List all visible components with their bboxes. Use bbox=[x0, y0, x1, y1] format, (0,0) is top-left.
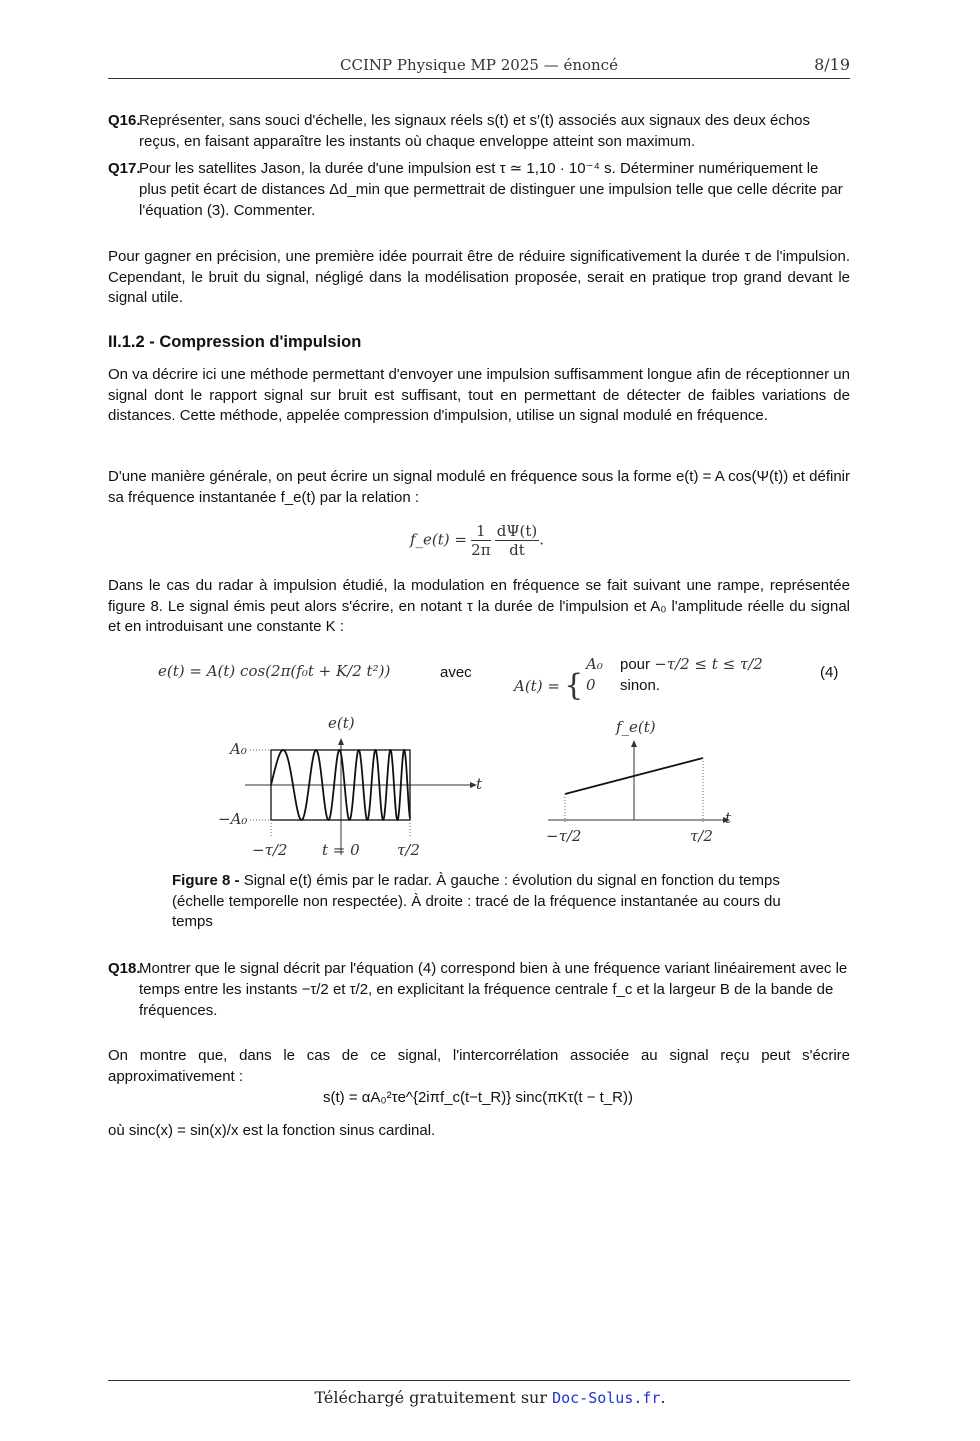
tick-label: t = 0 bbox=[322, 841, 360, 859]
footer-end: . bbox=[660, 1388, 666, 1407]
paragraph: où sinc(x) = sin(x)/x est la fonction sinus cardinal. bbox=[108, 1122, 436, 1139]
left-plot bbox=[218, 714, 483, 859]
equation-4-lhs bbox=[158, 662, 390, 680]
tick-label: −τ/2 bbox=[252, 841, 288, 859]
paragraph: Dans le cas du radar à impulsion étudié, la modulation en fréquence se fait suivant une rampe, représentée figure 8. Le signal émis peut alors s'écrire, en notant τ la durée de l'impulsion et A₀ l'amplitude réelle du signal et en introduisant une constante K : bbox=[108, 577, 850, 636]
right-xlabel: t bbox=[725, 809, 732, 827]
footer-rule bbox=[108, 1380, 850, 1381]
case-cond: sinon. bbox=[620, 677, 661, 694]
page-footer bbox=[0, 1388, 980, 1407]
eq-amplitude: A(t) = { bbox=[514, 668, 584, 703]
page-number: 8/19 bbox=[814, 55, 850, 74]
question-text: Représenter, sans souci d'échelle, les signaux réels s(t) et s′(t) associés aux signaux des deux échos reçus, en faisant apparaître les instants où chaque enveloppe atteint son maximum. bbox=[139, 112, 811, 150]
question-number: Q16. bbox=[108, 112, 141, 129]
footer-text: Téléchargé gratuitement sur bbox=[314, 1388, 547, 1407]
case-value: 0 bbox=[586, 676, 596, 694]
tick-label: τ/2 bbox=[397, 841, 420, 859]
eq-lhs: f_e(t) = bbox=[410, 530, 467, 549]
frac-den: 2π bbox=[471, 541, 491, 559]
left-xlabel: t bbox=[476, 775, 483, 793]
tick-label: τ/2 bbox=[690, 827, 713, 845]
question-number: Q17. bbox=[108, 160, 141, 177]
paragraph: D'une manière générale, on peut écrire un signal modulé en fréquence sous la forme e(t) = A cos(Ψ(t)) et définir sa fréquence instantanée f_e(t) par la relation : bbox=[108, 468, 850, 506]
right-ylabel: f_e(t) bbox=[616, 718, 656, 736]
footer-link[interactable]: Doc-Solus.fr bbox=[552, 1389, 661, 1407]
frac-num: 1 bbox=[471, 522, 490, 541]
page-header bbox=[108, 54, 850, 79]
paragraph: On va décrire ici une méthode permettant d'envoyer une impulsion suffisamment longue afin de réceptionner un signal dont le rapport signal sur bruit est suffisant, tout en permettant de détecter de faibles variations de distances. Cette méthode, appelée compression d'impulsion, utilise un signal modulé en fréquence. bbox=[108, 366, 850, 425]
eq-cases bbox=[586, 654, 763, 696]
caption-label: Figure 8 - bbox=[172, 872, 240, 889]
left-ylabel: e(t) bbox=[328, 714, 355, 732]
question-18 bbox=[108, 958, 850, 1021]
case-cond: pour bbox=[620, 656, 651, 673]
caption-text: Signal e(t) émis par le radar. À gauche : évolution du signal en fonction du temps (échelle temporelle non respectée). À droite : tracé de la fréquence instantanée au cours du temps bbox=[172, 872, 781, 931]
paragraph: On montre que, dans le cas de ce signal, l'intercorrélation associée au signal reçu peut s'écrire approximativement : bbox=[108, 1047, 850, 1085]
equation-number: (4) bbox=[820, 664, 839, 681]
figure-8 bbox=[0, 710, 980, 870]
frac-num: dΨ(t) bbox=[496, 522, 538, 540]
section-title: II.1.2 - Compression d'impulsion bbox=[108, 333, 362, 351]
question-text: Pour les satellites Jason, la durée d'une impulsion est τ ≃ 1,10 · 10⁻⁴ s. Déterminer numériquement le plus petit écart de distances Δd_min que permettrait de distinguer une impulsion telle que celle décrite par l'équation (3). Commenter. bbox=[139, 160, 843, 219]
equation-correlation: s(t) = αA₀²τe^{2iπf_c(t−t_R)} sinc(πKτ(t − t_R)) bbox=[323, 1089, 633, 1106]
equation-fe: f_e(t) = $\frac{1}{2\pi}$ $\frac{d\Psi(t)}{dt}$ . bbox=[410, 522, 545, 559]
label-A0: A₀ bbox=[230, 740, 247, 758]
label-minus-A0: −A₀ bbox=[218, 810, 248, 828]
question-text: Montrer que le signal décrit par l'équation (4) correspond bien à une fréquence variant linéairement avec le temps entre les instants −τ/2 et τ/2, en explicitant la fréquence centrale f_c et la largeur B de la bande de fréquences. bbox=[139, 960, 848, 1019]
eq-avec: avec bbox=[440, 664, 472, 681]
eq-A: A(t) = bbox=[514, 677, 560, 695]
frac-den: dt bbox=[509, 541, 525, 559]
tick-label: −τ/2 bbox=[546, 827, 582, 845]
eq-signal: e(t) = A(t) cos(2π(f₀t + K/2 t²)) bbox=[158, 662, 391, 680]
right-plot bbox=[546, 718, 732, 845]
figure-caption bbox=[172, 871, 782, 933]
question-17 bbox=[108, 158, 850, 221]
case-math: −τ/2 ≤ t ≤ τ/2 bbox=[654, 655, 763, 673]
question-number: Q18. bbox=[108, 960, 141, 977]
question-16 bbox=[108, 110, 850, 152]
paragraph: Pour gagner en précision, une première idée pourrait être de réduire significativement la durée τ de l'impulsion. Cependant, le bruit du signal, négligé dans la modélisation proposée, serait en pratique trop grand devant le signal utile. bbox=[108, 248, 850, 307]
case-value: A₀ bbox=[586, 655, 603, 673]
header-title: CCINP Physique MP 2025 — énoncé bbox=[340, 56, 618, 74]
